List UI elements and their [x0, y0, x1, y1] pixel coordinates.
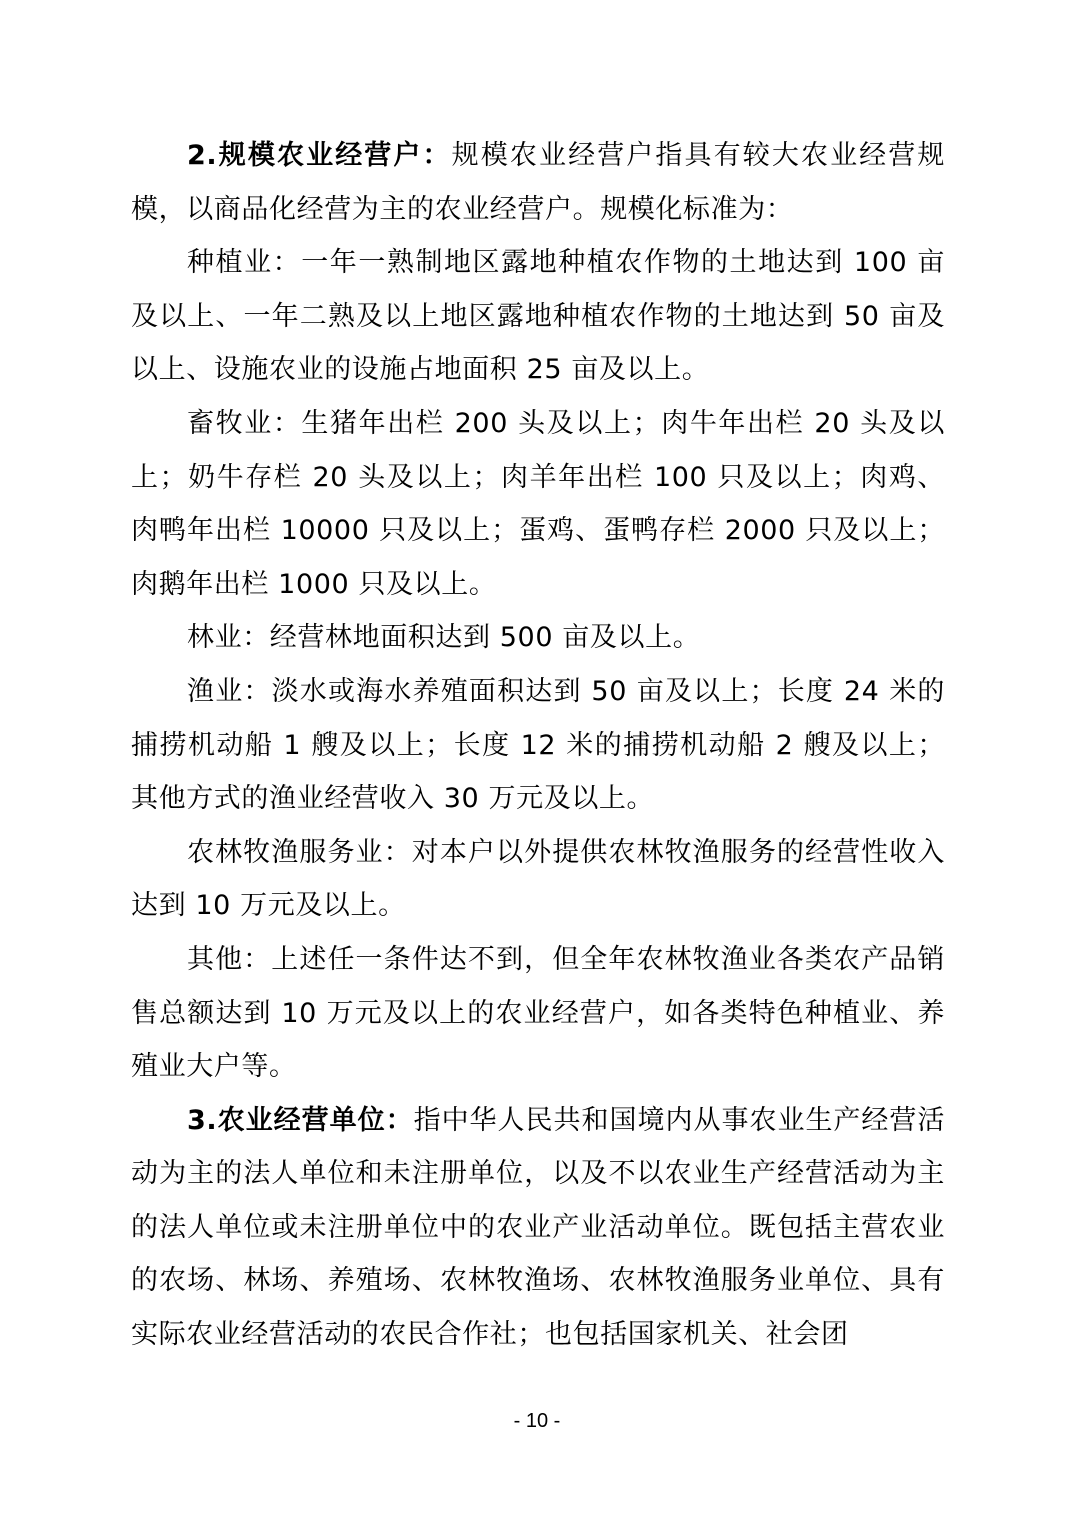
paragraph-text: 渔业：淡水或海水养殖面积达到 50 亩及以上；长度 24 米的捕捞机动船 1 艘及以上；长度 12 米的捕捞机动船 2 艘及以上；其他方式的渔业经营收入 30 万元及以上。 [131, 675, 945, 815]
paragraph-livestock [131, 397, 945, 611]
section-heading: 2.规模农业经营户： [187, 140, 452, 171]
section-heading: 3.农业经营单位： [187, 1104, 414, 1136]
paragraph-business-units [131, 1094, 945, 1362]
paragraph-forestry [131, 611, 945, 665]
paragraph-services [131, 826, 945, 933]
paragraph-planting [131, 236, 945, 397]
paragraph-text: 规模农业经营户指具有较大农业经营规模，以商品化经营为主的农业经营户。规模化标准为： [131, 140, 945, 225]
paragraph-text: 畜牧业：生猪年出栏 200 头及以上；肉牛年出栏 20 头及以上；奶牛存栏 20 头及以上；肉羊年出栏 100 只及以上；肉鸡、肉鸭年出栏 10000 只及以上；蛋鸡、蛋鸭存栏 2000 只及以上；肉鹅年出栏 1000 只及以上。 [131, 407, 945, 600]
paragraph-large-scale-households [131, 129, 945, 236]
paragraph-text: 指中华人民共和国境内从事农业生产经营活动为主的法人单位和未注册单位，以及不以农业生产经营活动为主的法人单位或未注册单位中的农业产业活动单位。既包括主营农业的农场、林场、养殖场、农林牧渔场、农林牧渔服务业单位、具有实际农业经营活动的农民合作社；也包括国家机关、社会团 [131, 1104, 945, 1351]
paragraph-other [131, 933, 945, 1094]
paragraph-text: 林业：经营林地面积达到 500 亩及以上。 [187, 622, 701, 654]
paragraph-text: 种植业：一年一熟制地区露地种植农作物的土地达到 100 亩及以上、一年二熟及以上地区露地种植农作物的土地达到 50 亩及以上、设施农业的设施占地面积 25 亩及以上。 [131, 247, 945, 386]
paragraph-text: 农林牧渔服务业：对本户以外提供农林牧渔服务的经营性收入达到 10 万元及以上。 [131, 836, 945, 922]
page-number: - 10 - [513, 1410, 561, 1432]
paragraph-text: 其他：上述任一条件达不到，但全年农林牧渔业各类农产品销售总额达到 10 万元及以上的农业经营户，如各类特色种植业、养殖业大户等。 [131, 943, 945, 1083]
paragraph-fishery [131, 665, 945, 826]
document-body [131, 129, 945, 1362]
